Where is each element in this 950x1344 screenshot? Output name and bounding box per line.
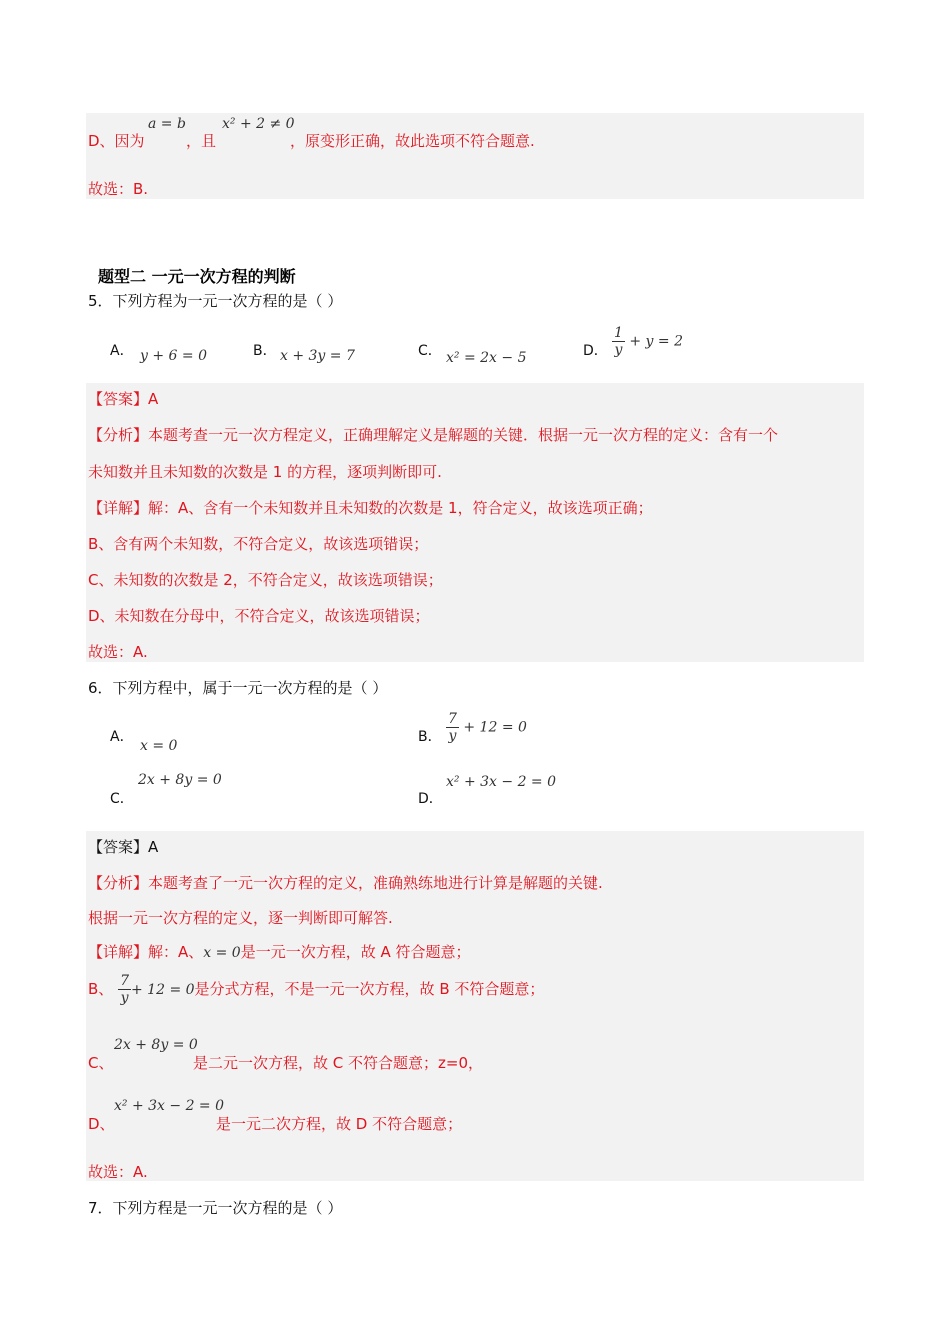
q6-option-d-eq: x² + 3x − 2 = 0 <box>446 774 557 790</box>
q5-option-d-rest: + y = 2 <box>629 333 684 350</box>
q5-answer: 【答案】A <box>88 390 159 408</box>
q5-option-a-label: A． <box>110 343 134 359</box>
q6-detail-c-prefix: C、 <box>88 1054 114 1072</box>
q6-detail-b-fraction <box>118 974 131 1005</box>
q6-stem: 6．下列方程中，属于一元一次方程的是（ ） <box>88 679 388 697</box>
q6-detail-a <box>88 941 471 962</box>
q4-math-inequality: x² + 2 ≠ 0 <box>222 116 295 132</box>
q6-detail-b-numerator: 7 <box>120 973 129 989</box>
q6-detail-b <box>88 974 544 1005</box>
q7-stem: 7．下列方程是一元一次方程的是（ ） <box>88 1199 343 1217</box>
q6-detail-a-prefix: 【详解】解：A、 <box>88 943 204 961</box>
q5-detail-c: C、未知数的次数是 2，不符合定义，故该选项错误； <box>88 571 443 589</box>
section-title: 题型二 一元一次方程的判断 <box>98 267 296 286</box>
q6-detail-c-suffix: 是二元一次方程，故 C 不符合题意；z=0， <box>193 1054 483 1072</box>
q5-option-b-eq: x + 3y = 7 <box>280 348 355 364</box>
solution-block-q4 <box>86 113 864 199</box>
q6-answer <box>88 836 158 857</box>
q6-detail-c-math: 2x + 8y = 0 <box>114 1037 198 1053</box>
q6-option-c-label: C． <box>110 791 134 807</box>
q6-detail-d-math: x² + 3x − 2 = 0 <box>114 1098 225 1114</box>
q6-option-d-label: D． <box>418 791 443 807</box>
q5-final-answer: 故选：A. <box>88 643 148 661</box>
q5-option-d-denominator: y <box>614 342 623 358</box>
q6-analysis-line1: 【分析】本题考查了一元一次方程的定义，准确熟练地进行计算是解题的关键. <box>88 874 603 892</box>
q6-option-a-eq: x = 0 <box>140 738 178 754</box>
q5-option-c-label: C． <box>418 343 442 359</box>
q4-final-answer: 故选：B. <box>88 180 149 198</box>
q6-final-answer: 故选：A. <box>88 1163 148 1181</box>
q5-option-d-fraction <box>612 326 625 357</box>
q5-detail-b: B、含有两个未知数，不符合定义，故该选项错误； <box>88 535 429 553</box>
q6-option-b-label: B． <box>418 729 442 745</box>
q6-detail-a-suffix: 是一元一次方程，故 A 符合题意； <box>240 943 471 961</box>
q6-option-b-eq <box>446 712 527 743</box>
q6-option-b-rest: + 12 = 0 <box>463 719 527 736</box>
q5-stem: 5．下列方程为一元一次方程的是（ ） <box>88 292 343 310</box>
q4-math-a-eq-b: a = b <box>148 116 186 132</box>
q5-option-c-eq: x² = 2x − 5 <box>446 350 527 366</box>
q6-detail-b-denominator: y <box>120 990 129 1006</box>
q5-option-d-label: D． <box>583 343 608 359</box>
q5-detail-d: D、未知数在分母中，不符合定义，故该选项错误； <box>88 607 430 625</box>
q6-detail-b-prefix: B、 <box>88 980 114 998</box>
q5-analysis-line2: 未知数并且未知数的次数是 1 的方程，逐项判断即可. <box>88 463 442 481</box>
q6-option-b-numerator: 7 <box>448 711 457 727</box>
q6-answer-value: A <box>148 838 159 856</box>
q6-option-b-denominator: y <box>448 728 457 744</box>
q6-option-b-fraction <box>446 712 459 743</box>
q5-option-d-numerator: 1 <box>614 325 623 341</box>
q4-option-d-mid: ，且 <box>186 132 217 150</box>
q6-answer-tag: 【答案】 <box>88 838 149 856</box>
q6-option-c-eq: 2x + 8y = 0 <box>138 772 222 788</box>
q5-option-d-eq <box>612 326 683 357</box>
q4-option-d-prefix: D、因为 <box>88 132 145 150</box>
q6-analysis-line2: 根据一元一次方程的定义，逐一判断即可解答. <box>88 909 393 927</box>
q6-detail-b-suffix: 是分式方程，不是一元一次方程，故 B 不符合题意； <box>194 980 545 998</box>
q6-detail-a-math: x = 0 <box>203 945 241 961</box>
q5-option-a-eq: y + 6 = 0 <box>140 348 207 364</box>
q5-analysis-line1: 【分析】本题考查一元一次方程定义，正确理解定义是解题的关键．根据一元一次方程的定义：含有一个 <box>88 426 779 444</box>
q6-detail-b-rest: + 12 = 0 <box>131 982 195 998</box>
q5-option-b-label: B． <box>253 343 277 359</box>
q6-detail-d-prefix: D、 <box>88 1115 115 1133</box>
q6-option-a-label: A． <box>110 729 134 745</box>
q5-detail-a: 【详解】解：A、含有一个未知数并且未知数的次数是 1，符合定义，故该选项正确； <box>88 499 653 517</box>
q6-detail-d-suffix: 是一元二次方程，故 D 不符合题意； <box>216 1115 463 1133</box>
q4-option-d-suffix: ，原变形正确，故此选项不符合题意. <box>290 132 535 150</box>
